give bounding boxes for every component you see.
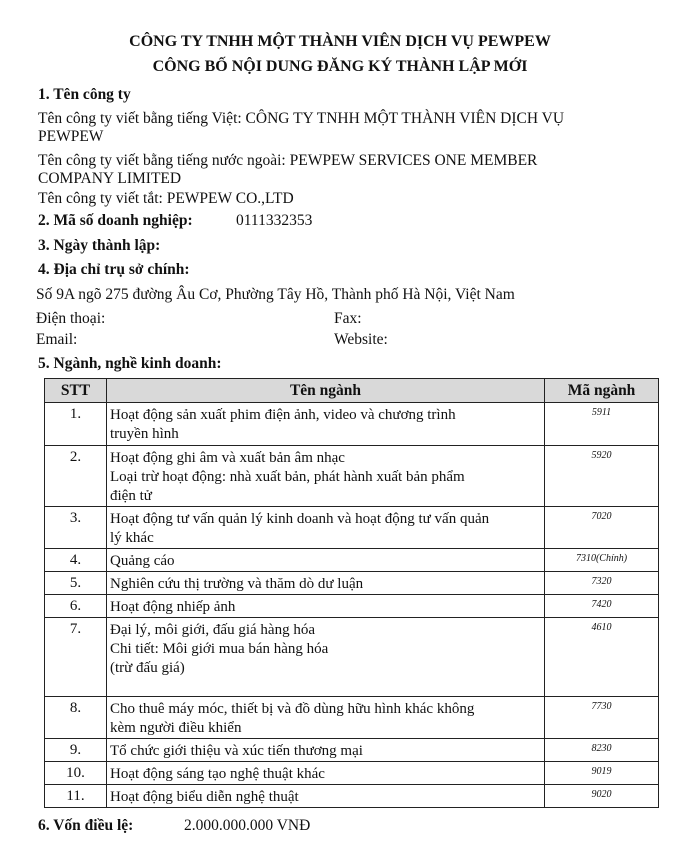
charter-capital-label: 6. Vốn điều lệ:: [38, 817, 134, 834]
charter-capital-value: 2.000.000.000 VNĐ: [184, 817, 311, 834]
row-code: 5920: [545, 446, 659, 507]
row-stt: 7.: [45, 618, 107, 697]
row-name-line: kèm người điều khiển: [110, 720, 242, 736]
row-code: 4610: [545, 618, 659, 697]
row-stt: 6.: [45, 595, 107, 618]
table-row: [45, 446, 659, 507]
company-name-vn-line1: Tên công ty viết bằng tiếng Việt: CÔNG TY TNHH MỘT THÀNH VIÊN DỊCH VỤ: [38, 110, 565, 127]
row-name: [107, 572, 545, 595]
row-code: 7420: [545, 595, 659, 618]
row-stt: 8.: [45, 697, 107, 739]
company-name-foreign-line1: Tên công ty viết bằng tiếng nước ngoài: PEWPEW SERVICES ONE MEMBER: [38, 152, 538, 169]
head-office-address: Số 9A ngõ 275 đường Âu Cơ, Phường Tây Hồ, Thành phố Hà Nội, Việt Nam: [36, 286, 515, 303]
row-name-line: Hoạt động nhiếp ảnh: [110, 599, 236, 615]
company-name-vn-line2: PEWPEW: [38, 128, 104, 145]
row-name-line: Cho thuê máy móc, thiết bị và đồ dùng hữu hình khác không: [110, 701, 475, 717]
column-header-stt: STT: [45, 379, 107, 403]
fax-label: Fax:: [334, 310, 362, 327]
row-name-line: Hoạt động sáng tạo nghệ thuật khác: [110, 766, 325, 782]
table-row: [45, 595, 659, 618]
row-stt: 10.: [45, 762, 107, 785]
row-name-line: lý khác: [110, 530, 154, 546]
row-code: 7320: [545, 572, 659, 595]
row-code: 7730: [545, 697, 659, 739]
row-stt: 1.: [45, 403, 107, 446]
table-row: [45, 762, 659, 785]
row-name-line: Hoạt động sản xuất phim điện ảnh, video và chương trình: [110, 407, 456, 423]
row-name: [107, 595, 545, 618]
table-row: [45, 785, 659, 808]
row-name: [107, 739, 545, 762]
company-title: CÔNG TY TNHH MỘT THÀNH VIÊN DỊCH VỤ PEWPEW: [129, 33, 551, 50]
row-name: [107, 446, 545, 507]
row-code: 5911: [545, 403, 659, 446]
row-name-line: Loại trừ hoạt động: nhà xuất bản, phát hành xuất bản phẩm: [110, 469, 465, 485]
row-name-line: điện tử: [110, 488, 152, 504]
table-row: [45, 403, 659, 446]
row-name-line: Hoạt động biểu diễn nghệ thuật: [110, 789, 299, 805]
phone-label: Điện thoại:: [36, 310, 106, 327]
row-code: 9020: [545, 785, 659, 808]
row-name-line: Đại lý, môi giới, đấu giá hàng hóa: [110, 622, 315, 638]
row-name: [107, 549, 545, 572]
section-5-heading: 5. Ngành, nghề kinh doanh:: [38, 355, 222, 372]
row-stt: 2.: [45, 446, 107, 507]
row-name: [107, 403, 545, 446]
row-name: [107, 762, 545, 785]
column-header-code: Mã ngành: [545, 379, 659, 403]
row-name: [107, 697, 545, 739]
enterprise-code-value: 0111332353: [236, 212, 313, 229]
table-row: [45, 618, 659, 697]
row-name: [107, 785, 545, 808]
business-lines-table: [44, 378, 659, 808]
row-stt: 3.: [45, 507, 107, 549]
row-stt: 4.: [45, 549, 107, 572]
row-name: [107, 507, 545, 549]
row-code: 7020: [545, 507, 659, 549]
row-code: 7310(Chính): [545, 549, 659, 572]
row-name-line: (trừ đấu giá): [110, 660, 185, 676]
founding-date-label: 3. Ngày thành lập:: [38, 237, 161, 254]
table-row: [45, 549, 659, 572]
row-stt: 11.: [45, 785, 107, 808]
row-code: 8230: [545, 739, 659, 762]
section-4-heading: 4. Địa chỉ trụ sở chính:: [38, 261, 190, 278]
table-row: [45, 697, 659, 739]
table-header-row: [45, 379, 659, 403]
row-name-line: truyền hình: [110, 426, 179, 442]
table-row: [45, 739, 659, 762]
row-name-line: Hoạt động tư vấn quản lý kinh doanh và hoạt động tư vấn quản: [110, 511, 490, 527]
column-header-name: Tên ngành: [107, 379, 545, 403]
row-stt: 5.: [45, 572, 107, 595]
table-row: [45, 507, 659, 549]
company-name-abbr: Tên công ty viết tắt: PEWPEW CO.,LTD: [38, 190, 294, 207]
enterprise-code-label: 2. Mã số doanh nghiệp:: [38, 212, 193, 229]
row-name-line: Chi tiết: Môi giới mua bán hàng hóa: [110, 641, 329, 657]
table-row: [45, 572, 659, 595]
section-1-heading: 1. Tên công ty: [38, 86, 131, 103]
row-name-line: Hoạt động ghi âm và xuất bản âm nhạc: [110, 450, 345, 466]
website-label: Website:: [334, 331, 388, 348]
row-stt: 9.: [45, 739, 107, 762]
row-name-line: Tổ chức giới thiệu và xúc tiến thương mại: [110, 743, 363, 759]
document-subtitle: CÔNG BỐ NỘI DUNG ĐĂNG KÝ THÀNH LẬP MỚI: [152, 58, 528, 75]
row-name-line: Nghiên cứu thị trường và thăm dò dư luận: [110, 576, 364, 592]
email-label: Email:: [36, 331, 78, 348]
company-name-foreign-line2: COMPANY LIMITED: [38, 170, 182, 187]
row-name: [107, 618, 545, 697]
row-code: 9019: [545, 762, 659, 785]
row-name-line: Quảng cáo: [110, 553, 175, 569]
